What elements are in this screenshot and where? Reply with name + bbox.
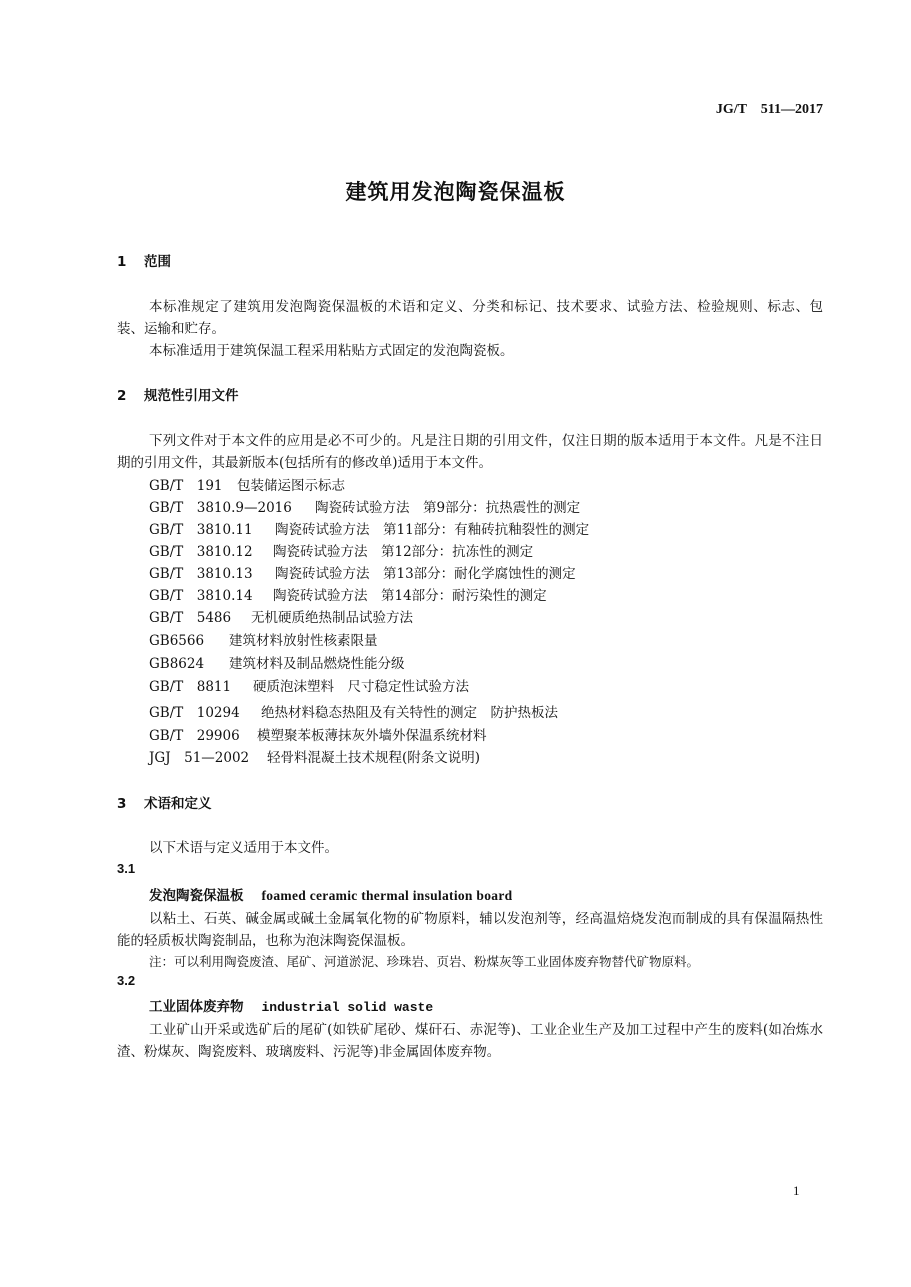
term-number: 3.2 xyxy=(117,973,136,988)
standard-number: JG/T 511—2017 xyxy=(715,102,823,117)
reference-item xyxy=(149,746,480,766)
reference-code: GB/T 3810.14 xyxy=(149,588,253,604)
reference-item xyxy=(149,652,405,672)
term-english: foamed ceramic thermal insulation board xyxy=(261,888,513,903)
paragraph: 下列文件对于本文件的应用是必不可少的。凡是注日期的引用文件，仅注日期的版本适用于本文件。凡是不注日期的引用文件，其最新版本(包括所有的修改单)适用于本文件。 xyxy=(117,433,823,471)
section-number: 3 xyxy=(117,796,127,812)
term-heading xyxy=(149,884,512,904)
paragraph: 本标准规定了建筑用发泡陶瓷保温板的术语和定义、分类和标记、技术要求、试验方法、检验规则、标志、包装、运输和贮存。 xyxy=(117,299,823,337)
reference-code: GB/T 3810.12 xyxy=(149,544,253,560)
reference-title: 陶瓷砖试验方法 第9部分：抗热震性的测定 xyxy=(315,500,581,516)
term-english: industrial solid waste xyxy=(261,1000,434,1015)
reference-code: GB/T 3810.11 xyxy=(149,522,253,538)
page-number: 1 xyxy=(793,1183,800,1198)
reference-code: GB6566 xyxy=(149,633,205,649)
reference-item xyxy=(149,584,547,604)
reference-item xyxy=(149,701,558,721)
reference-title: 无机硬质绝热制品试验方法 xyxy=(251,610,413,626)
term-note: 注：可以利用陶瓷废渣、尾矿、河道淤泥、珍珠岩、页岩、粉煤灰等工业固体废弃物替代矿物原料。 xyxy=(149,954,700,969)
term-number: 3.1 xyxy=(117,861,136,876)
reference-code: GB/T 3810.13 xyxy=(149,566,253,582)
reference-code: GB/T 191 xyxy=(149,478,223,494)
reference-title: 陶瓷砖试验方法 第13部分：耐化学腐蚀性的测定 xyxy=(275,566,576,582)
document-title: 建筑用发泡陶瓷保温板 xyxy=(345,180,566,204)
reference-item xyxy=(149,540,533,560)
section-2-heading xyxy=(117,384,239,404)
reference-item xyxy=(149,629,378,649)
reference-code: GB8624 xyxy=(149,656,205,672)
reference-title: 包装储运图示标志 xyxy=(237,478,345,494)
reference-code: JGJ 51—2002 xyxy=(149,750,250,766)
section-title: 范围 xyxy=(144,254,171,270)
term-heading xyxy=(149,995,433,1015)
reference-item xyxy=(149,474,345,494)
reference-title: 模塑聚苯板薄抹灰外墙外保温系统材料 xyxy=(257,728,487,744)
reference-item xyxy=(149,562,576,582)
reference-code: GB/T 10294 xyxy=(149,705,240,721)
reference-title: 陶瓷砖试验方法 第11部分：有釉砖抗釉裂性的测定 xyxy=(275,522,590,538)
paragraph: 本标准适用于建筑保温工程采用粘贴方式固定的发泡陶瓷板。 xyxy=(149,343,514,359)
reference-code: GB/T 5486 xyxy=(149,610,232,626)
section-3-heading xyxy=(117,792,212,812)
term-chinese: 发泡陶瓷保温板 xyxy=(149,888,244,904)
term-chinese: 工业固体废弃物 xyxy=(149,999,244,1015)
reference-title: 轻骨料混凝土技术规程(附条文说明) xyxy=(267,750,481,766)
section-number: 1 xyxy=(117,254,127,270)
section-1-heading xyxy=(117,250,171,270)
reference-title: 陶瓷砖试验方法 第12部分：抗冻性的测定 xyxy=(273,544,534,560)
paragraph: 以下术语与定义适用于本文件。 xyxy=(149,840,338,856)
reference-title: 建筑材料放射性核素限量 xyxy=(229,633,378,649)
term-definition: 以粘土、石英、碱金属或碱土金属氧化物的矿物原料，辅以发泡剂等，经高温焙烧发泡而制成的具有保温隔热性能的轻质板状陶瓷制品，也称为泡沫陶瓷保温板。 xyxy=(117,911,823,949)
section-number: 2 xyxy=(117,388,127,404)
reference-item xyxy=(149,675,469,695)
reference-title: 绝热材料稳态热阻及有关特性的测定 防护热板法 xyxy=(261,705,558,721)
reference-item xyxy=(149,518,589,538)
section-title: 术语和定义 xyxy=(144,796,212,812)
reference-item xyxy=(149,496,580,516)
reference-item xyxy=(149,724,487,744)
reference-title: 硬质泡沫塑料 尺寸稳定性试验方法 xyxy=(253,679,469,695)
reference-title: 陶瓷砖试验方法 第14部分：耐污染性的测定 xyxy=(273,588,547,604)
section-title: 规范性引用文件 xyxy=(144,388,239,404)
reference-code: GB/T 3810.9—2016 xyxy=(149,500,292,516)
reference-code: GB/T 8811 xyxy=(149,679,232,695)
reference-title: 建筑材料及制品燃烧性能分级 xyxy=(229,656,405,672)
term-definition: 工业矿山开采或选矿后的尾矿(如铁矿尾砂、煤矸石、赤泥等)、工业企业生产及加工过程中产生的废料(如冶炼水渣、粉煤灰、陶瓷废料、玻璃废料、污泥等)非金属固体废弃物。 xyxy=(117,1022,823,1060)
reference-item xyxy=(149,606,413,626)
reference-code: GB/T 29906 xyxy=(149,728,240,744)
